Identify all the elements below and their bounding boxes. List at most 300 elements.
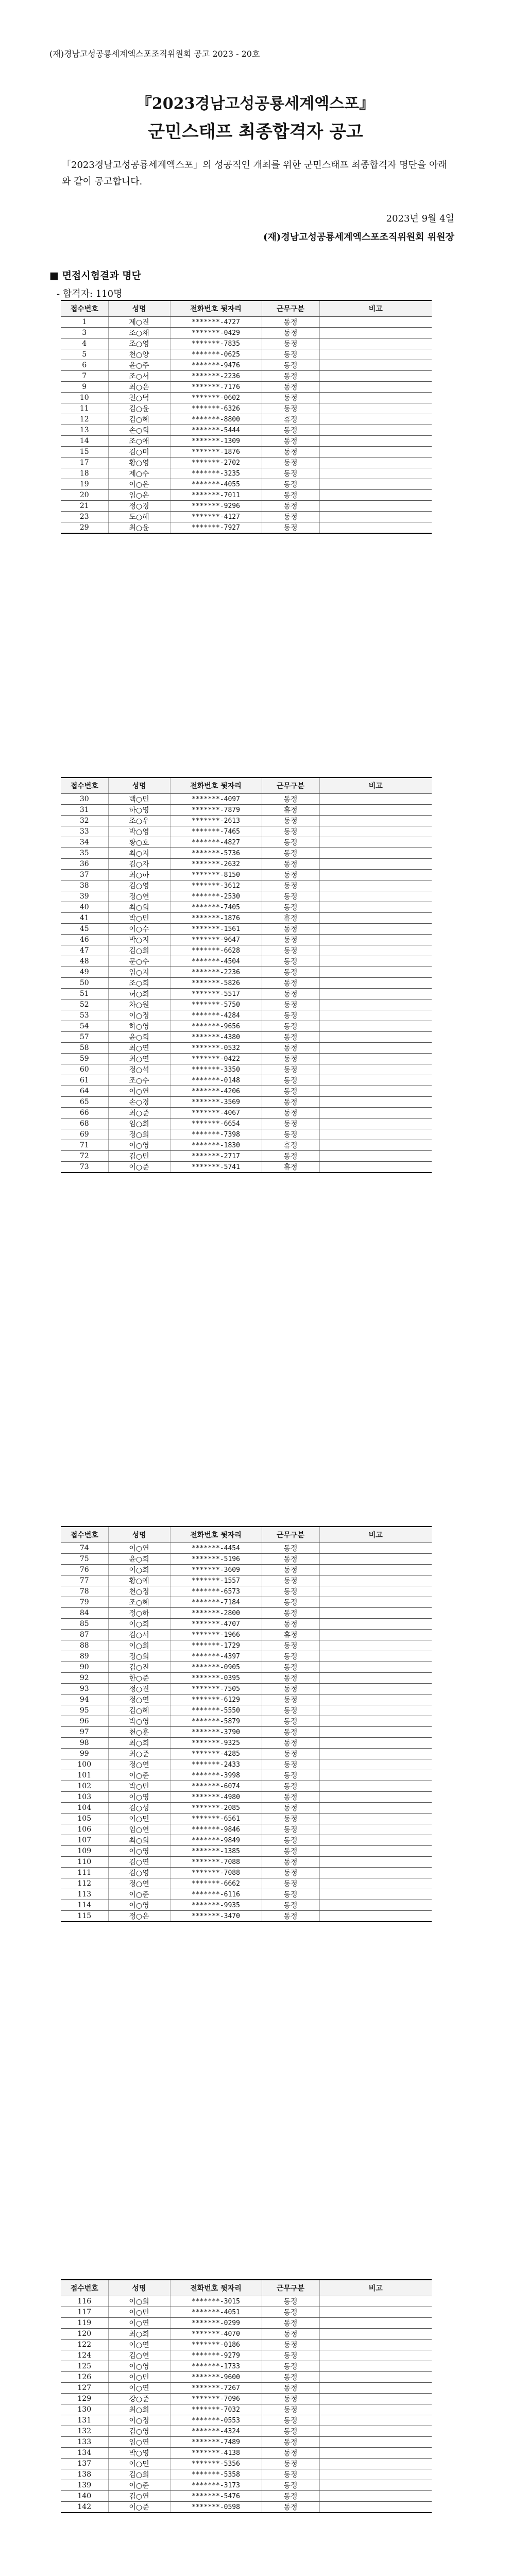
cell-name: 천○양 — [108, 349, 170, 360]
cell-note — [319, 2329, 432, 2340]
table-row — [61, 1749, 432, 1759]
cell-receipt-no: 68 — [61, 1118, 108, 1129]
cell-work-area: 동정 — [262, 794, 319, 805]
cell-name: 최○연 — [108, 1043, 170, 1054]
cell-name: 이○연 — [108, 2383, 170, 2394]
cell-name: 윤○주 — [108, 360, 170, 371]
cell-receipt-no: 21 — [61, 501, 108, 512]
cell-receipt-no: 127 — [61, 2383, 108, 2394]
cell-name: 조○영 — [108, 338, 170, 349]
cell-work-area: 동정 — [262, 1846, 319, 1857]
table-row — [61, 999, 432, 1010]
cell-work-area: 동정 — [262, 1097, 319, 1108]
table-row — [61, 360, 432, 371]
cell-work-area: 동정 — [262, 1694, 319, 1705]
cell-name: 임○희 — [108, 1118, 170, 1129]
col-header-phone: 전화번호 뒷자리 — [170, 300, 262, 317]
cell-note — [319, 816, 432, 826]
cell-name: 이○준 — [108, 2502, 170, 2513]
cell-work-area: 동정 — [262, 1705, 319, 1716]
cell-receipt-no: 88 — [61, 1640, 108, 1651]
cell-note — [319, 2372, 432, 2383]
cell-receipt-no: 131 — [61, 2415, 108, 2426]
cell-note — [319, 2394, 432, 2404]
cell-name: 김○연 — [108, 2491, 170, 2502]
cell-name: 이○영 — [108, 2361, 170, 2372]
cell-name: 이○연 — [108, 1543, 170, 1554]
cell-receipt-no: 114 — [61, 1900, 108, 1911]
cell-work-area: 동정 — [262, 1749, 319, 1759]
cell-phone: *******-2236 — [170, 967, 262, 978]
table-row — [61, 956, 432, 967]
cell-phone: *******-0299 — [170, 2318, 262, 2329]
col-header-no: 접수번호 — [61, 777, 108, 794]
cell-note — [319, 2307, 432, 2318]
cell-name: 천○정 — [108, 1586, 170, 1597]
cell-note — [319, 2296, 432, 2307]
cell-note — [319, 2318, 432, 2329]
cell-work-area: 동정 — [262, 1662, 319, 1673]
cell-note — [319, 414, 432, 425]
cell-receipt-no: 45 — [61, 924, 108, 935]
cell-phone: *******-3015 — [170, 2296, 262, 2307]
table-row — [61, 891, 432, 902]
cell-receipt-no: 107 — [61, 1835, 108, 1846]
cell-work-area: 동정 — [262, 1781, 319, 1792]
cell-phone: *******-5741 — [170, 1162, 262, 1173]
cell-receipt-no: 93 — [61, 1684, 108, 1694]
cell-receipt-no: 49 — [61, 967, 108, 978]
cell-note — [319, 1878, 432, 1889]
cell-name: 조○희 — [108, 978, 170, 989]
cell-phone: *******-6129 — [170, 1694, 262, 1705]
table-row — [61, 1021, 432, 1032]
cell-name: 손○희 — [108, 425, 170, 436]
cell-name: 이○준 — [108, 1162, 170, 1173]
cell-work-area: 동정 — [262, 1835, 319, 1846]
cell-work-area: 동정 — [262, 393, 319, 403]
cell-receipt-no: 134 — [61, 2448, 108, 2459]
table-row — [61, 1673, 432, 1684]
table-row — [61, 414, 432, 425]
cell-receipt-no: 71 — [61, 1140, 108, 1151]
table-row — [61, 1759, 432, 1770]
cell-note — [319, 479, 432, 490]
cell-note — [319, 1694, 432, 1705]
table-row — [61, 425, 432, 436]
cell-phone: *******-7011 — [170, 490, 262, 501]
cell-note — [319, 2480, 432, 2491]
cell-work-area: 동정 — [262, 2426, 319, 2437]
cell-receipt-no: 10 — [61, 393, 108, 403]
table-row — [61, 1543, 432, 1554]
cell-phone: *******-1830 — [170, 1140, 262, 1151]
cell-phone: *******-5356 — [170, 2459, 262, 2469]
cell-phone: *******-1557 — [170, 1575, 262, 1586]
cell-name: 정○진 — [108, 1684, 170, 1694]
cell-name: 이○민 — [108, 2372, 170, 2383]
cell-name: 정○석 — [108, 1064, 170, 1075]
cell-note — [319, 805, 432, 816]
cell-note — [319, 468, 432, 479]
cell-work-area: 동정 — [262, 1554, 319, 1565]
cell-name: 김○영 — [108, 880, 170, 891]
cell-name: 김○윤 — [108, 403, 170, 414]
cell-phone: *******-0625 — [170, 349, 262, 360]
cell-phone: *******-4206 — [170, 1086, 262, 1097]
table-row — [61, 1608, 432, 1619]
cell-name: 조○혜 — [108, 1597, 170, 1608]
cell-phone: *******-4324 — [170, 2426, 262, 2437]
cell-receipt-no: 142 — [61, 2502, 108, 2513]
cell-work-area: 동정 — [262, 1814, 319, 1824]
cell-phone: *******-4138 — [170, 2448, 262, 2459]
cell-name: 최○희 — [108, 1738, 170, 1749]
cell-phone: *******-4827 — [170, 837, 262, 848]
cell-receipt-no: 106 — [61, 1824, 108, 1835]
cell-name: 김○희 — [108, 2469, 170, 2480]
cell-phone: *******-7927 — [170, 522, 262, 534]
cell-phone: *******-6662 — [170, 1878, 262, 1889]
cell-note — [319, 1162, 432, 1173]
table-row — [61, 2350, 432, 2361]
cell-note — [319, 1857, 432, 1868]
table-row — [61, 870, 432, 880]
cell-phone: *******-2717 — [170, 1151, 262, 1162]
cell-work-area: 동정 — [262, 501, 319, 512]
cell-work-area: 동정 — [262, 2372, 319, 2383]
cell-work-area: 동정 — [262, 1792, 319, 1803]
cell-receipt-no: 54 — [61, 1021, 108, 1032]
cell-name: 박○영 — [108, 2448, 170, 2459]
table-row — [61, 989, 432, 999]
cell-work-area: 동정 — [262, 1129, 319, 1140]
cell-work-area: 동정 — [262, 2340, 319, 2350]
cell-note — [319, 1792, 432, 1803]
cell-phone: *******-3173 — [170, 2480, 262, 2491]
cell-receipt-no: 119 — [61, 2318, 108, 2329]
cell-work-area: 동정 — [262, 1759, 319, 1770]
cell-receipt-no: 97 — [61, 1727, 108, 1738]
cell-phone: *******-0395 — [170, 1673, 262, 1684]
table-row — [61, 2469, 432, 2480]
table-row — [61, 978, 432, 989]
cell-name: 정○은 — [108, 1911, 170, 1922]
table-row — [61, 2491, 432, 2502]
passed-table-2 — [61, 777, 432, 1173]
cell-receipt-no: 39 — [61, 891, 108, 902]
cell-phone: *******-3612 — [170, 880, 262, 891]
event-title: 『2023경남고성공룡세계엑스포』 — [136, 95, 375, 113]
cell-name: 이○영 — [108, 1140, 170, 1151]
cell-work-area: 동정 — [262, 1889, 319, 1900]
cell-receipt-no: 31 — [61, 805, 108, 816]
cell-note — [319, 989, 432, 999]
table-row — [61, 1151, 432, 1162]
col-header-no: 접수번호 — [61, 300, 108, 317]
cell-name: 최○윤 — [108, 522, 170, 534]
cell-name: 이○정 — [108, 2415, 170, 2426]
cell-work-area: 동정 — [262, 425, 319, 436]
table-row — [61, 1662, 432, 1673]
cell-phone: *******-2433 — [170, 1759, 262, 1770]
cell-work-area: 동정 — [262, 2329, 319, 2340]
cell-receipt-no: 105 — [61, 1814, 108, 1824]
cell-work-area: 동정 — [262, 1868, 319, 1878]
cell-phone: *******-7176 — [170, 382, 262, 393]
cell-work-area: 동정 — [262, 2296, 319, 2307]
cell-receipt-no: 112 — [61, 1878, 108, 1889]
table-row — [61, 1651, 432, 1662]
cell-phone: *******-4454 — [170, 1543, 262, 1554]
cell-work-area: 동정 — [262, 1118, 319, 1129]
cell-name: 박○민 — [108, 913, 170, 924]
cell-note — [319, 2350, 432, 2361]
cell-note — [319, 317, 432, 328]
cell-phone: *******-2085 — [170, 1803, 262, 1814]
cell-note — [319, 1575, 432, 1586]
cell-work-area: 동정 — [262, 1064, 319, 1075]
cell-receipt-no: 117 — [61, 2307, 108, 2318]
table-row — [61, 1075, 432, 1086]
table-row — [61, 837, 432, 848]
cell-phone: *******-9849 — [170, 1835, 262, 1846]
cell-note — [319, 1716, 432, 1727]
cell-receipt-no: 72 — [61, 1151, 108, 1162]
cell-phone: *******-7088 — [170, 1868, 262, 1878]
cell-work-area: 동정 — [262, 1597, 319, 1608]
cell-phone: *******-6116 — [170, 1889, 262, 1900]
cell-work-area: 동정 — [262, 1651, 319, 1662]
cell-note — [319, 1640, 432, 1651]
intro-paragraph: 「2023경남고성공룡세계엑스포」의 성공적인 개최를 위한 군민스태프 최종합격자 명단을 아래와 같이 공고합니다. — [62, 160, 447, 187]
cell-phone: *******-8150 — [170, 870, 262, 880]
cell-note — [319, 945, 432, 956]
cell-phone: *******-4397 — [170, 1651, 262, 1662]
cell-phone: *******-9846 — [170, 1824, 262, 1835]
cell-phone: *******-9296 — [170, 501, 262, 512]
table-row — [61, 1824, 432, 1835]
cell-phone: *******-9647 — [170, 935, 262, 945]
table-row — [61, 512, 432, 522]
cell-phone: *******-5736 — [170, 848, 262, 859]
cell-receipt-no: 132 — [61, 2426, 108, 2437]
cell-receipt-no: 3 — [61, 328, 108, 338]
cell-name: 윤○희 — [108, 1554, 170, 1565]
cell-phone: *******-5879 — [170, 1716, 262, 1727]
table-row — [61, 1118, 432, 1129]
table-row — [61, 2372, 432, 2383]
cell-note — [319, 956, 432, 967]
cell-phone: *******-7879 — [170, 805, 262, 816]
cell-phone: *******-9656 — [170, 1021, 262, 1032]
cell-phone: *******-3569 — [170, 1097, 262, 1108]
cell-receipt-no: 65 — [61, 1097, 108, 1108]
cell-name: 최○은 — [108, 382, 170, 393]
table-row — [61, 1162, 432, 1173]
table-row — [61, 1619, 432, 1630]
table-row — [61, 1565, 432, 1575]
cell-note — [319, 1118, 432, 1129]
cell-name: 이○희 — [108, 1640, 170, 1651]
cell-work-area: 동정 — [262, 490, 319, 501]
cell-receipt-no: 6 — [61, 360, 108, 371]
cell-receipt-no: 74 — [61, 1543, 108, 1554]
cell-name: 제○진 — [108, 317, 170, 328]
table-row — [61, 1684, 432, 1694]
cell-phone: *******-3609 — [170, 1565, 262, 1575]
cell-receipt-no: 115 — [61, 1911, 108, 1922]
cell-receipt-no: 125 — [61, 2361, 108, 2372]
cell-note — [319, 1565, 432, 1575]
cell-name: 김○혜 — [108, 1705, 170, 1716]
cell-phone: *******-2702 — [170, 457, 262, 468]
cell-phone: *******-1876 — [170, 447, 262, 457]
cell-note — [319, 447, 432, 457]
table-row — [61, 349, 432, 360]
cell-note — [319, 2459, 432, 2469]
cell-phone: *******-7405 — [170, 902, 262, 913]
cell-phone: *******-4284 — [170, 1010, 262, 1021]
table-row — [61, 902, 432, 913]
cell-note — [319, 2383, 432, 2394]
cell-work-area: 휴정 — [262, 1630, 319, 1640]
cell-work-area: 동정 — [262, 457, 319, 468]
cell-name: 조○채 — [108, 328, 170, 338]
cell-name: 이○희 — [108, 2296, 170, 2307]
cell-note — [319, 1770, 432, 1781]
cell-receipt-no: 15 — [61, 447, 108, 457]
cell-phone: *******-4055 — [170, 479, 262, 490]
cell-name: 김○미 — [108, 447, 170, 457]
cell-receipt-no: 7 — [61, 371, 108, 382]
cell-phone: *******-2530 — [170, 891, 262, 902]
cell-receipt-no: 139 — [61, 2480, 108, 2491]
page-title: 군민스태프 최종합격자 공고 — [148, 122, 363, 142]
cell-name: 정○연 — [108, 1759, 170, 1770]
cell-receipt-no: 32 — [61, 816, 108, 826]
cell-note — [319, 1900, 432, 1911]
table-row — [61, 1640, 432, 1651]
cell-note — [319, 512, 432, 522]
table-row — [61, 826, 432, 837]
cell-phone: *******-5476 — [170, 2491, 262, 2502]
cell-phone: *******-5358 — [170, 2469, 262, 2480]
cell-name: 최○준 — [108, 1108, 170, 1118]
cell-name: 조○수 — [108, 1075, 170, 1086]
cell-phone: *******-4980 — [170, 1792, 262, 1803]
cell-receipt-no: 40 — [61, 902, 108, 913]
cell-note — [319, 371, 432, 382]
cell-receipt-no: 103 — [61, 1792, 108, 1803]
cell-work-area: 동정 — [262, 902, 319, 913]
table-row — [61, 1554, 432, 1565]
cell-receipt-no: 29 — [61, 522, 108, 534]
cell-note — [319, 338, 432, 349]
cell-work-area: 동정 — [262, 1803, 319, 1814]
cell-note — [319, 967, 432, 978]
cell-note — [319, 2340, 432, 2350]
cell-note — [319, 1097, 432, 1108]
cell-phone: *******-7096 — [170, 2394, 262, 2404]
cell-note — [319, 1738, 432, 1749]
cell-note — [319, 1727, 432, 1738]
table-row — [61, 2318, 432, 2329]
cell-note — [319, 859, 432, 870]
cell-work-area: 동정 — [262, 2318, 319, 2329]
passed-table-1 — [61, 300, 432, 534]
cell-phone: *******-3790 — [170, 1727, 262, 1738]
cell-work-area: 동정 — [262, 447, 319, 457]
cell-work-area: 동정 — [262, 1738, 319, 1749]
cell-phone: *******-7398 — [170, 1129, 262, 1140]
table-row — [61, 479, 432, 490]
cell-phone: *******-3998 — [170, 1770, 262, 1781]
cell-receipt-no: 57 — [61, 1032, 108, 1043]
cell-note — [319, 1824, 432, 1835]
cell-work-area: 동정 — [262, 328, 319, 338]
cell-name: 박○영 — [108, 826, 170, 837]
cell-receipt-no: 58 — [61, 1043, 108, 1054]
cell-phone: *******-4127 — [170, 512, 262, 522]
cell-note — [319, 2361, 432, 2372]
cell-work-area: 동정 — [262, 1586, 319, 1597]
cell-note — [319, 837, 432, 848]
cell-phone: *******-0598 — [170, 2502, 262, 2513]
cell-note — [319, 1781, 432, 1792]
table-row — [61, 1716, 432, 1727]
cell-phone: *******-7489 — [170, 2437, 262, 2448]
cell-receipt-no: 66 — [61, 1108, 108, 1118]
cell-receipt-no: 95 — [61, 1705, 108, 1716]
cell-name: 최○희 — [108, 1835, 170, 1846]
cell-name: 백○민 — [108, 794, 170, 805]
cell-receipt-no: 48 — [61, 956, 108, 967]
cell-note — [319, 2448, 432, 2459]
cell-work-area: 동정 — [262, 382, 319, 393]
table-row — [61, 859, 432, 870]
cell-work-area: 동정 — [262, 816, 319, 826]
cell-work-area: 동정 — [262, 989, 319, 999]
cell-note — [319, 1151, 432, 1162]
cell-note — [319, 1705, 432, 1716]
cell-note — [319, 393, 432, 403]
cell-phone: *******-8800 — [170, 414, 262, 425]
cell-receipt-no: 14 — [61, 436, 108, 447]
cell-receipt-no: 126 — [61, 2372, 108, 2383]
cell-name: 강○준 — [108, 2394, 170, 2404]
cell-work-area: 동정 — [262, 436, 319, 447]
cell-receipt-no: 87 — [61, 1630, 108, 1640]
cell-work-area: 동정 — [262, 1857, 319, 1868]
table-row — [61, 2394, 432, 2404]
table-row — [61, 1868, 432, 1878]
cell-receipt-no: 78 — [61, 1586, 108, 1597]
cell-note — [319, 522, 432, 534]
cell-note — [319, 999, 432, 1010]
table-row — [61, 1911, 432, 1922]
cell-receipt-no: 85 — [61, 1619, 108, 1630]
cell-receipt-no: 5 — [61, 349, 108, 360]
cell-name: 조○우 — [108, 816, 170, 826]
cell-receipt-no: 100 — [61, 1759, 108, 1770]
cell-work-area: 동정 — [262, 1824, 319, 1835]
cell-work-area: 동정 — [262, 479, 319, 490]
cell-name: 임○연 — [108, 2437, 170, 2448]
cell-note — [319, 2491, 432, 2502]
table-row — [61, 1597, 432, 1608]
cell-phone: *******-5444 — [170, 425, 262, 436]
